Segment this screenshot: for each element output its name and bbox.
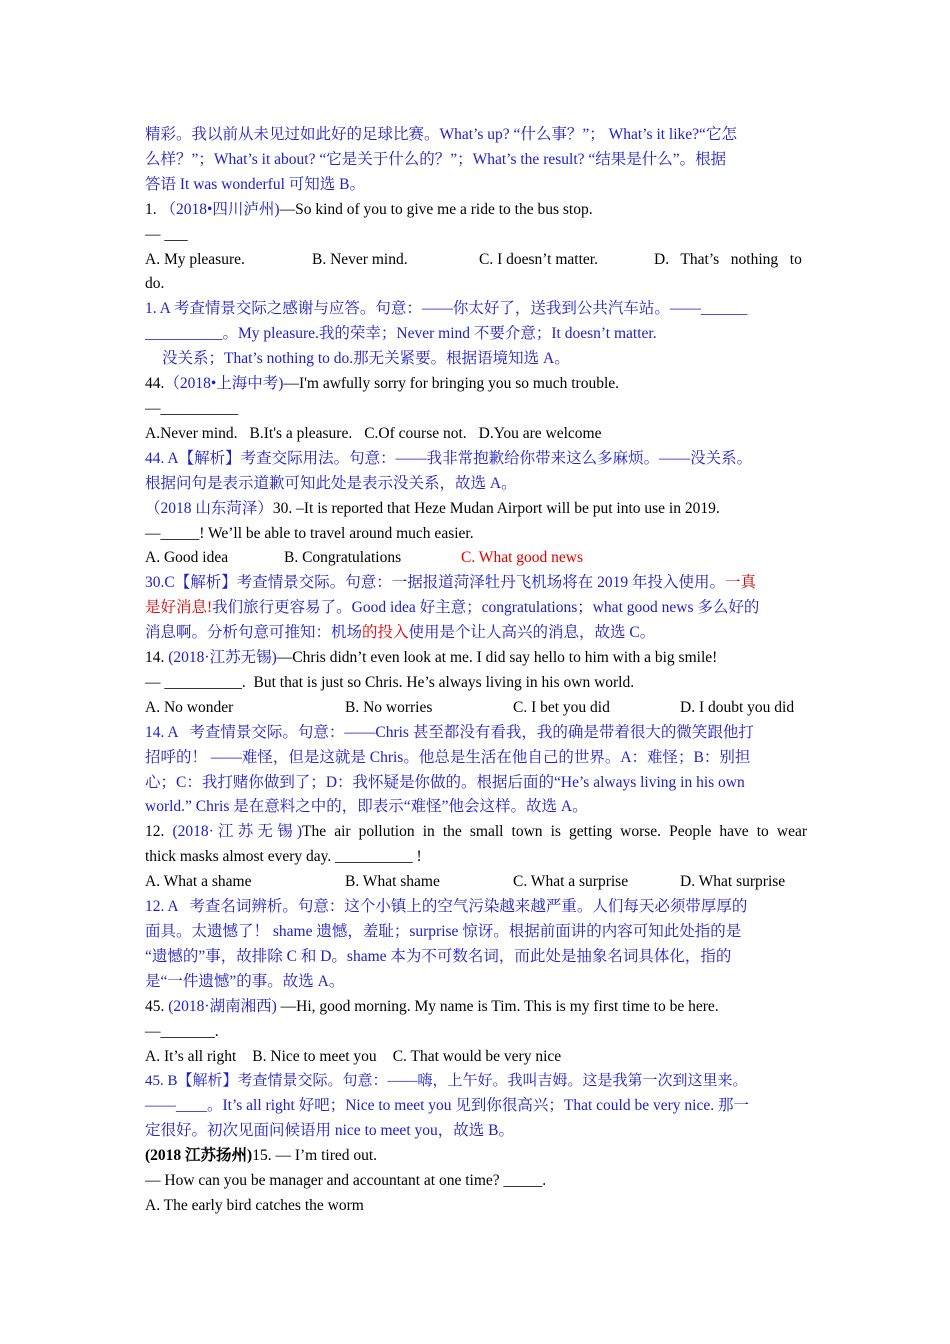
answer-line: 招呼的！ ——难怪，但是这就是 Chris。他总是生活在他自己的世界。A：难怪；B：别担 — [145, 748, 751, 766]
answer-highlight: 是好消息! — [145, 599, 213, 617]
option-b: B.It's a pleasure. — [249, 424, 353, 442]
answer-line: “遗憾的”事，故排除 C 和 D。shame 本为不可数名词，而此处是抽象名词具体化，指的 — [145, 947, 732, 965]
question-30-stem — [145, 497, 807, 522]
answer-text: 消息啊。分析句意可推知：机场 — [145, 624, 363, 642]
question-text: The air pollution in the small town is getting worse. People have to wear — [302, 823, 808, 841]
answer-line: 面具。太遗憾了！ shame 遗憾，羞耻；surprise 惊讶。根据前面讲的内容可知此处指的是 — [145, 923, 742, 940]
option-a: A. The early bird catches the worm — [145, 1196, 364, 1214]
question-number: 1. — [145, 200, 161, 218]
question-45-reply: —_______. — [145, 1022, 219, 1040]
answer-line: 1. A 考查情景交际之感谢与应答。句意：——你太好了，送我到公共汽车站。——______ — [145, 300, 748, 318]
answer-line: 44. A【解析】考查交际用法。句意：——我非常抱歉给你带来这么多麻烦。——没关系。 — [145, 449, 753, 467]
answer-line: __________。My pleasure.我的荣幸；Never mind 不要介意；It doesn’t matter. — [145, 325, 657, 343]
question-text: —I'm awfully sorry for bringing you so much trouble. — [283, 375, 620, 393]
answer-line: 45. B【解析】考查情景交际。句意：——嗨，上午好。我叫吉姆。这是我第一次到这里来。 — [145, 1073, 748, 1090]
answer-line: 14. A 考查情景交际。句意：——Chris 甚至都没有看我，我的确是带着很大的微笑跟他打 — [145, 723, 754, 741]
question-source: (2018·湖南湘西) — [168, 997, 277, 1015]
answer-text: 使用是个让人高兴的消息，故选 C。 — [408, 624, 656, 642]
option-b: B. Never mind. — [312, 250, 408, 268]
option-a: A. Good idea — [145, 549, 229, 567]
question-14-reply: — __________. But that is just so Chris. He’s always living in his own world. — [145, 673, 635, 691]
answer-line: ——____。It’s all right 好吧；Nice to meet you 见到你很高兴；That could be very nice. 那一 — [145, 1097, 749, 1115]
option-a: A. No wonder — [145, 698, 234, 716]
question-text: —Chris didn’t even look at me. I did say hello to him with a big smile! — [276, 649, 718, 667]
question-12-stem-cont: thick masks almost every day. __________ ! — [145, 848, 422, 866]
option-b: B. Congratulations — [284, 549, 402, 567]
question-44-reply: —__________ — [145, 399, 238, 417]
option-d: D. What surprise — [680, 873, 786, 891]
option-c: C. I doesn’t matter. — [479, 250, 598, 268]
option-b: B. What shame — [345, 873, 440, 891]
question-45-options — [145, 1045, 807, 1070]
intro-explanation-line: 精彩。我以前从未见过如此好的足球比赛。What’s up? “什么事？”； What’s it like?“它怎 — [145, 126, 737, 143]
question-12-stem — [145, 820, 807, 845]
answer-line — [145, 571, 807, 596]
option-a: A. What a shame — [145, 873, 252, 891]
answer-line: 心；C：我打赌你做到了；D：我怀疑是你做的。根据后面的“He’s always living in his own — [145, 773, 745, 791]
question-14-stem — [145, 646, 807, 671]
question-15-reply: — How can you be manager and accountant at one time? _____. — [145, 1172, 547, 1190]
option-b: B. Nice to meet you — [252, 1047, 377, 1065]
option-c: C. What good news — [461, 549, 583, 567]
option-d: D. That’s nothing to — [654, 250, 802, 268]
option-a: A. My pleasure. — [145, 250, 245, 268]
question-number: 14. — [145, 649, 169, 667]
answer-line: 是“一件遗憾”的事。故选 A。 — [145, 972, 345, 990]
question-12-options — [145, 870, 807, 895]
answer-line: 根据问句是表示道歉可知此处是表示没关系，故选 A。 — [145, 474, 517, 492]
question-text: —So kind of you to give me a ride to the bus stop. — [279, 200, 593, 218]
question-number: 45. — [145, 997, 169, 1015]
question-44-stem — [145, 372, 807, 397]
question-14-options — [145, 696, 807, 721]
question-1-stem — [145, 198, 807, 223]
option-c: C. What a surprise — [513, 873, 629, 891]
answer-highlight: 一真 — [724, 574, 756, 592]
question-text: 15. — I’m tired out. — [252, 1147, 378, 1165]
intro-explanation-line: 么样？”；What’s it about? “它是关于什么的？”；What’s the result? “结果是什么”。根据 — [145, 150, 727, 168]
answer-line — [145, 596, 807, 621]
option-d: D. I doubt you did — [680, 698, 795, 716]
answer-text: 我们旅行更容易了。Good idea 好主意；congratulations；what good news 多么好的 — [212, 599, 760, 617]
question-1-options — [145, 248, 807, 273]
answer-line — [145, 621, 807, 646]
document-page — [145, 123, 807, 1219]
question-44-options — [145, 422, 807, 447]
question-1-reply: — ___ — [145, 225, 188, 243]
option-d-continued: do. — [145, 275, 165, 293]
answer-line: 12. A 考查名词辨析。句意：这个小镇上的空气污染越来越严重。人们每天必须带厚厚的 — [145, 898, 748, 916]
option-b: B. No worries — [345, 698, 433, 716]
option-d: D.You are welcome — [478, 424, 602, 442]
option-a: A. It’s all right — [145, 1047, 237, 1065]
answer-line: 定很好。初次见面问候语用 nice to meet you，故选 B。 — [145, 1122, 514, 1140]
option-a: A.Never mind. — [145, 424, 238, 442]
option-c: C. That would be very nice — [392, 1047, 562, 1065]
question-30-reply: —_____! We’ll be able to travel around much easier. — [145, 524, 474, 542]
question-30-options — [145, 546, 807, 571]
question-source: (2018·江苏无锡) — [168, 649, 277, 667]
question-text: —Hi, good morning. My name is Tim. This is my first time to be here. — [276, 997, 719, 1015]
question-15-stem — [145, 1144, 807, 1169]
question-source: （2018 山东菏泽） — [145, 499, 273, 517]
question-source: （2018•上海中考) — [164, 375, 284, 393]
question-source: (2018 江苏扬州) — [145, 1147, 253, 1165]
question-45-stem — [145, 995, 807, 1020]
answer-text: 30.C【解析】考查情景交际。句意：一据报道菏泽牡丹飞机场将在 2019 年投入使用。 — [145, 574, 725, 592]
answer-highlight: 的投入 — [362, 624, 409, 642]
question-number: 44. — [145, 375, 165, 393]
question-source: (2018·江苏无锡) — [172, 823, 303, 841]
answer-line: 没关系；That’s nothing to do.那无关紧要。根据语境知选 A。 — [162, 350, 570, 368]
question-text: 30. –It is reported that Heze Mudan Airport will be put into use in 2019. — [272, 499, 720, 517]
question-number: 12. — [145, 823, 173, 841]
option-c: C. I bet you did — [513, 698, 610, 716]
option-c: C.Of course not. — [364, 424, 467, 442]
intro-explanation-line: 答语 It was wonderful 可知选 B。 — [145, 175, 365, 193]
answer-line: world.” Chris 是在意料之中的，即表示“难怪”他会这样。故选 A。 — [145, 798, 588, 816]
question-source: （2018•四川泸州) — [160, 200, 280, 218]
